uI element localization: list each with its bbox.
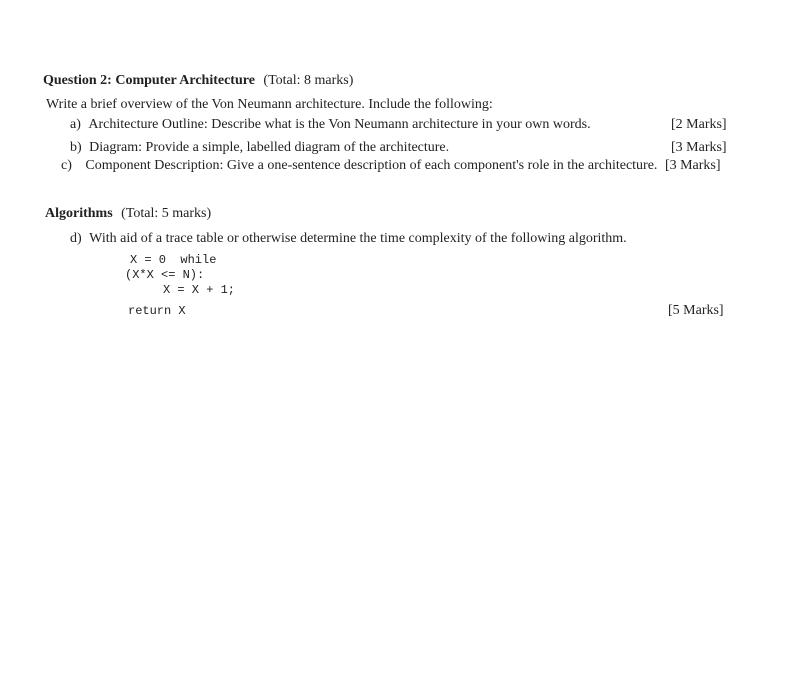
algorithms-heading: [45, 207, 211, 221]
algorithms-title: Algorithms: [45, 206, 113, 221]
item-label: c): [61, 158, 72, 173]
item-label: a): [70, 117, 81, 132]
item-b: [70, 141, 449, 155]
code-line-3: X = X + 1;: [163, 283, 236, 297]
item-a-marks: [2 Marks]: [671, 117, 727, 132]
item-a: [70, 118, 591, 132]
question-2-heading: [43, 74, 353, 88]
question-2-title: Question 2: Computer Architecture: [43, 73, 255, 88]
question-2-total: (Total: 8 marks): [263, 73, 354, 88]
item-c-marks: [3 Marks]: [664, 158, 721, 173]
item-label: d): [70, 231, 82, 246]
question-2-intro: Write a brief overview of the Von Neumann architecture. Include the following:: [46, 97, 493, 112]
item-d-marks: [5 Marks]: [668, 303, 724, 318]
item-c: [61, 159, 721, 173]
item-text: Architecture Outline: Describe what is the Von Neumann architecture in your own words.: [88, 117, 591, 132]
item-text: With aid of a trace table or otherwise determine the time complexity of the following algorithm.: [89, 231, 627, 246]
item-text: Component Description: Give a one-sentence description of each component's role in the architecture.: [85, 158, 658, 173]
item-b-marks: [3 Marks]: [671, 140, 727, 155]
item-label: b): [70, 140, 82, 155]
code-line-2: (X*X <= N):: [125, 268, 205, 282]
algorithms-total: (Total: 5 marks): [121, 206, 212, 221]
code-line-1: X = 0 while: [130, 253, 217, 267]
item-text: Diagram: Provide a simple, labelled diagram of the architecture.: [89, 140, 450, 155]
item-d: [70, 232, 627, 246]
code-line-4: return X: [128, 304, 186, 318]
